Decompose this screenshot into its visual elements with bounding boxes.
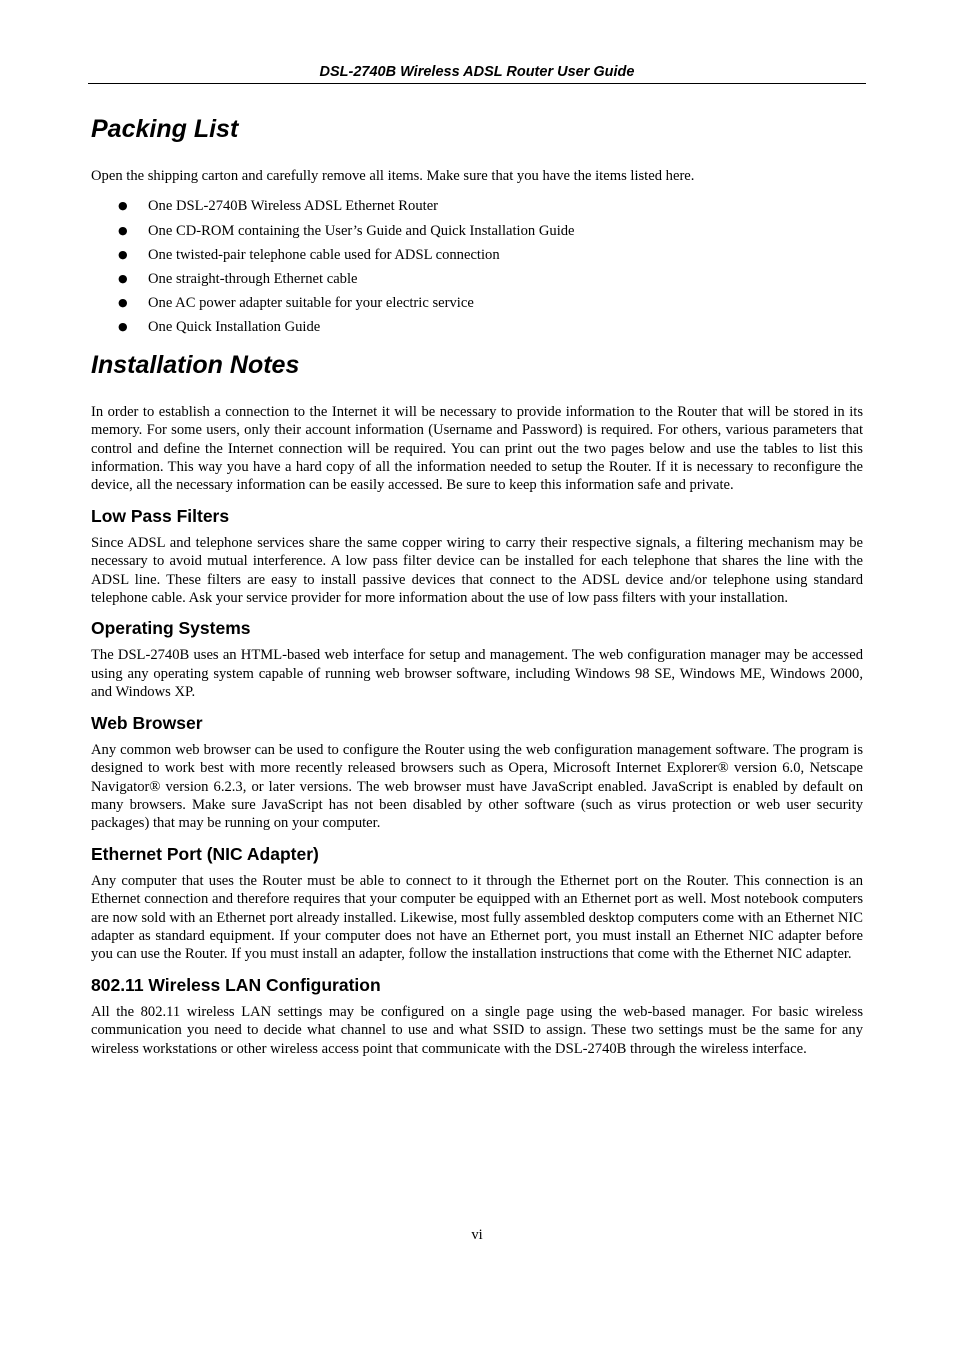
bullet-icon: ● bbox=[118, 296, 128, 310]
list-item: ● One AC power adapter suitable for your electric service bbox=[118, 295, 474, 312]
list-item: ● One DSL-2740B Wireless ADSL Ethernet Router bbox=[118, 198, 439, 215]
page-content bbox=[91, 110, 863, 1058]
packing-list-intro: Open the shipping carton and carefully remove all items. Make sure that you have the items listed here. bbox=[91, 168, 695, 184]
section-body-wireless-lan: All the 802.11 wireless LAN settings may be configured on a single page using the web-based manager. For basic wireless communication you need to decide what channel to use and what SSID to assign. These two settings must be the same for any wireless workstations or other wireless access point that communicate with the DSL-2740B through the wireless interface. bbox=[91, 1003, 863, 1057]
installation-notes-intro: In order to establish a connection to the Internet it will be necessary to provide information to the Router that will be stored in its memory. For some users, only their account information (Username and Password) is required. For others, various parameters that control and define the Internet connection will be required. You can print out the two pages below and use the tables to list this information. This way you have a hard copy of all the information needed to setup the Router. If it is necessary to reconfigure the device, all the necessary information can be easily accessed. Be sure to keep this information safe and private. bbox=[91, 403, 863, 494]
packing-list-heading: Packing List bbox=[91, 115, 239, 143]
bullet-icon: ● bbox=[118, 223, 128, 237]
section-body-web-browser: Any common web browser can be used to configure the Router using the web configuration management software. The program is designed to work best with more recently released browsers such as Opera, Microsoft Internet Explorer® version 6.0, Netscape Navigator® version 6.2.3, or later versions. The web browser must have JavaScript enabled. JavaScript is enabled by default on many browsers. Make sure JavaScript has not been disabled by other software (such as virus protection or web user security packages) that may be running on your computer. bbox=[91, 741, 863, 832]
section-body-ethernet-port: Any computer that uses the Router must be able to connect to it through the Ethernet port on the Router. This connection is an Ethernet connection and therefore requires that your computer be equipped with an Ethernet port as well. Most notebook computers are now sold with an Ethernet port already installed. Likewise, most fully assembled desktop computers come with an Ethernet NIC adapter as standard equipment. If your computer does not have an Ethernet port, you must install an Ethernet NIC adapter before you can use the Router. If you must install an adapter, follow the installation instructions that come with the Ethernet NIC adapter. bbox=[91, 872, 863, 963]
section-title-low-pass-filters: Low Pass Filters bbox=[91, 505, 230, 526]
section-body-operating-systems: The DSL-2740B uses an HTML-based web interface for setup and management. The web configuration manager may be accessed using any operating system capable of running web browser software, including Windows 98 SE, Windows ME, Windows 2000, and Windows XP. bbox=[91, 647, 863, 701]
list-item: ● One Quick Installation Guide bbox=[118, 319, 321, 336]
list-item: ● One straight-through Ethernet cable bbox=[118, 271, 358, 288]
section-title-ethernet-port: Ethernet Port (NIC Adapter) bbox=[91, 843, 319, 864]
list-item: ● One CD-ROM containing the User’s Guide and Quick Installation Guide bbox=[118, 222, 575, 239]
bullet-icon: ● bbox=[118, 320, 128, 334]
installation-notes-heading: Installation Notes bbox=[91, 350, 300, 379]
bullet-icon: ● bbox=[118, 272, 128, 286]
section-body-low-pass-filters: Since ADSL and telephone services share the same copper wiring to carry their respective signals, a filtering mechanism may be necessary to avoid mutual interference. A low pass filter device can be installed for each telephone that shares the line with the ADSL line. These filters are easy to install passive devices that connect to the ADSL device and/or telephone using standard telephone cable. Ask your service provider for more information about the use of low pass filters with your installation. bbox=[91, 534, 863, 607]
section-title-wireless-lan: 802.11 Wireless LAN Configuration bbox=[91, 974, 381, 995]
bullet-icon: ● bbox=[118, 247, 128, 261]
bullet-icon: ● bbox=[118, 199, 128, 213]
packing-list-items bbox=[91, 197, 863, 336]
page-number: vi bbox=[471, 1227, 483, 1243]
running-header: DSL-2740B Wireless ADSL Router User Guide bbox=[88, 62, 866, 84]
list-item: ● One twisted-pair telephone cable used for ADSL connection bbox=[118, 246, 500, 263]
section-title-operating-systems: Operating Systems bbox=[91, 618, 251, 639]
section-title-web-browser: Web Browser bbox=[91, 712, 203, 733]
